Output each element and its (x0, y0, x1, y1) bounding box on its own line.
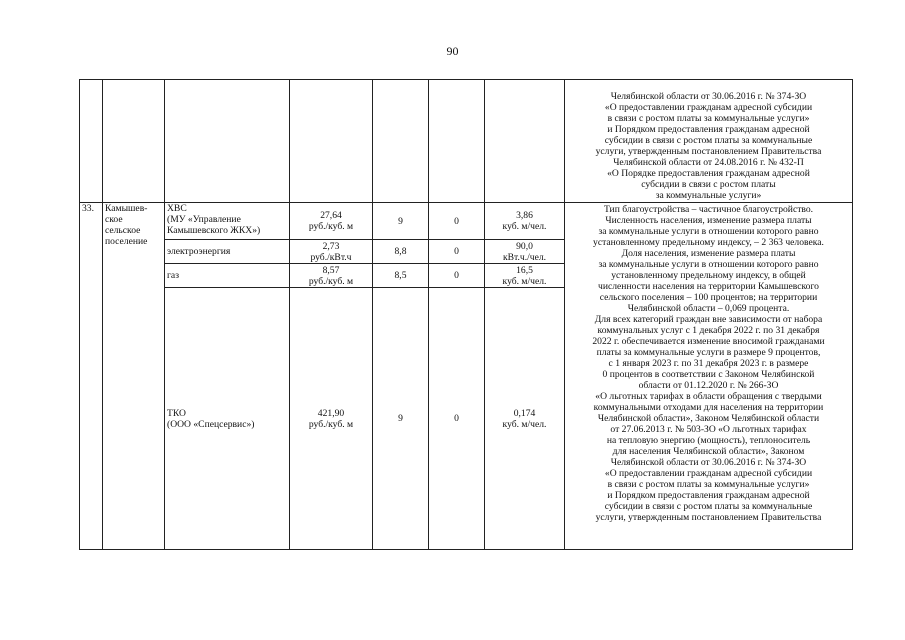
consumption-volume: 90,0 кВт.ч./чел. (485, 240, 565, 264)
consumption-volume: 16,5 куб. м/чел. (485, 264, 565, 288)
index-2023: 0 (429, 264, 485, 288)
row-number: 33. (80, 203, 103, 550)
cell-empty (103, 80, 165, 203)
service-tariff: 8,57 руб./куб. м (290, 264, 373, 288)
continuation-note: Челябинской области от 30.06.2016 г. № 374-ЗО «О предоставлении гражданам адресной субсидии в связи с ростом платы за коммунальные услуги» и Порядком предоставления гражданам адресной субсидии в связи с ростом платы за коммунальные услуги, утвержденным постановлением Правительства Челябинской области от 24.08.2016 г. № 432-П «О Порядке предоставления гражданам адресной субсидии в связи с ростом платы за коммунальные услуги» (565, 80, 853, 203)
service-tariff: 421,90 руб./куб. м (290, 288, 373, 550)
service-name: электроэнергия (165, 240, 290, 264)
cell-empty (290, 80, 373, 203)
index-2022: 9 (373, 288, 429, 550)
service-name: газ (165, 264, 290, 288)
service-tariff: 27,64 руб./куб. м (290, 203, 373, 240)
table-row-continuation (80, 80, 853, 203)
cell-empty (429, 80, 485, 203)
service-name: ХВС (МУ «Управление Камышевского ЖКХ») (165, 203, 290, 240)
service-tariff: 2,73 руб./кВт.ч (290, 240, 373, 264)
index-2023: 0 (429, 240, 485, 264)
consumption-volume: 3,86 куб. м/чел. (485, 203, 565, 240)
table-row (80, 203, 853, 240)
cell-empty (80, 80, 103, 203)
page-number: 90 (446, 44, 459, 58)
index-2023: 0 (429, 203, 485, 240)
index-2022: 9 (373, 203, 429, 240)
index-2022: 8,5 (373, 264, 429, 288)
consumption-volume: 0,174 куб. м/чел. (485, 288, 565, 550)
service-name: ТКО (ООО «Спецсервис») (165, 288, 290, 550)
settlement-name: Камышев- ское сельское поселение (103, 203, 165, 550)
cell-empty (165, 80, 290, 203)
tariff-table (79, 79, 853, 550)
index-2023: 0 (429, 288, 485, 550)
row-note: Тип благоустройства – частичное благоустройство. Численность населения, изменение размера платы за коммунальные услуги в отношении которого равно установленному предельному индексу, – 2 363 человека. Доля населения, изменение размера платы за коммунальные услуги в отношении которого равно установленному предельному индексу, в общей численности населения на территории Камышевского сельского поселения – 100 процентов; на территории Челябинской области – 0,069 процента. Для всех категорий граждан вне зависимости от набора коммунальных услуг с 1 декабря 2022 г. по 31 декабря 2022 г. обеспечивается изменение вносимой гражданами платы за коммунальные услуги в размере 9 процентов, с 1 января 2023 г. по 31 декабря 2023 г. в размере 0 процентов в соответствии с Законом Челябинской области от 01.12.2020 г. № 266-ЗО «О льготных тарифах в области обращения с твердыми коммунальными отходами для населения на территории Челябинской области», Законом Челябинской области от 27.06.2013 г. № 503-ЗО «О льготных тарифах на тепловую энергию (мощность), теплоноситель для населения Челябинской области», Законом Челябинской области от 30.06.2016 г. № 374-ЗО «О предоставлении гражданам адресной субсидии в связи с ростом платы за коммунальные услуги» и Порядком предоставления гражданам адресной субсидии в связи с ростом платы за коммунальные услуги, утвержденным постановлением Правительства (565, 203, 853, 550)
cell-empty (485, 80, 565, 203)
cell-empty (373, 80, 429, 203)
index-2022: 8,8 (373, 240, 429, 264)
